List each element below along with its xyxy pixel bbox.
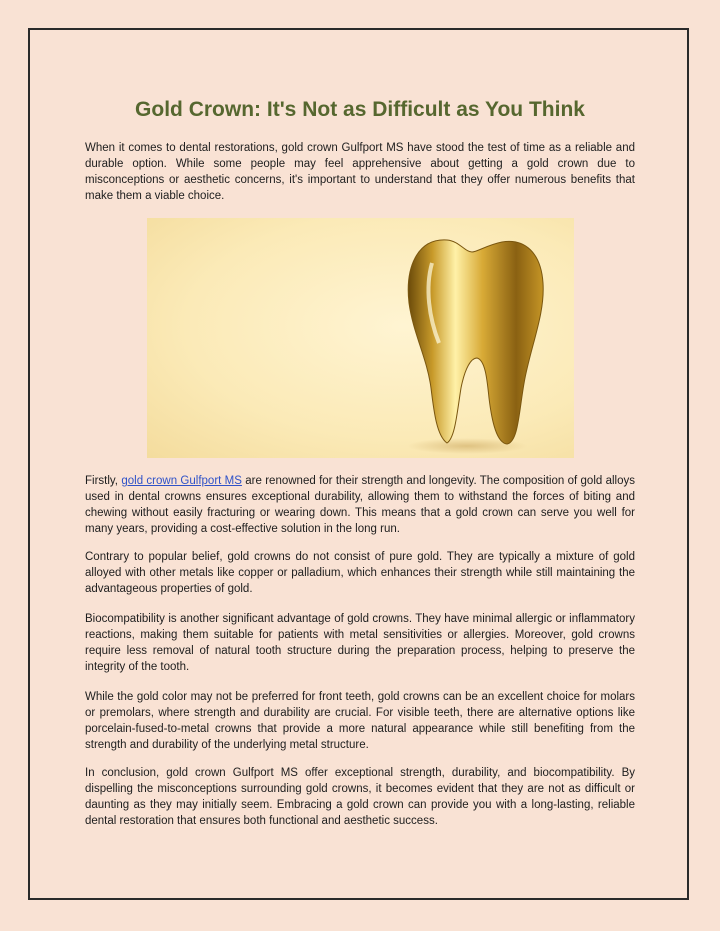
intro-paragraph: When it comes to dental restorations, gold crown Gulfport MS have stood the test of time as a reliable and durable option. While some people may feel apprehensive about getting a gold crown due to misconceptions or aesthetic concerns, it's important to understand that they offer numerous benefits that make them a viable choice. <box>85 142 635 202</box>
gold-tooth-icon <box>147 218 574 458</box>
gold-tooth-image <box>147 218 574 458</box>
p2-rest: are renowned for their strength and longevity. The composition of gold alloys used in dental crowns ensures exceptional durability, allowing them to withstand the forces of biting and chewing without easily fracturing or wearing down. This means that a gold crown can serve you well for many years, providing a cost-effective solution in the long run. <box>85 475 636 535</box>
paragraph-color: While the gold color may not be preferred for front teeth, gold crowns can be an excellent choice for molars or premolars, where strength and durability are crucial. For visible teeth, there are alternative options like porcelain-fused-to-metal crowns that provide a more natural appearance while still benefiting from the strength and durability of the underlying metal structure. <box>85 691 635 751</box>
p2-prefix: Firstly, <box>85 475 119 487</box>
page-title: Gold Crown: It's Not as Difficult as You Think <box>135 98 585 121</box>
paragraph-composition: Contrary to popular belief, gold crowns do not consist of pure gold. They are typically a mixture of gold alloyed with other metals like copper or palladium, which enhances their strength while still maintaining the advantageous properties of gold. <box>85 551 635 595</box>
gold-crown-link[interactable]: gold crown Gulfport MS <box>121 475 242 487</box>
paragraph-conclusion: In conclusion, gold crown Gulfport MS offer exceptional strength, durability, and biocompatibility. By dispelling the misconceptions surrounding gold crowns, it becomes evident that they are not as difficult or daunting as they may initially seem. Embracing a gold crown can provide you with a long-lasting, reliable dental restoration that ensures both functional and aesthetic success. <box>85 767 635 827</box>
paragraph-strength <box>85 473 635 537</box>
paragraph-biocompatibility: Biocompatibility is another significant advantage of gold crowns. They have minimal allergic or inflammatory reactions, making them suitable for patients with metal sensitivities or allergies. Moreover, gold crowns require less removal of natural tooth structure during the preparation process, helping to preserve the integrity of the tooth. <box>85 613 635 673</box>
